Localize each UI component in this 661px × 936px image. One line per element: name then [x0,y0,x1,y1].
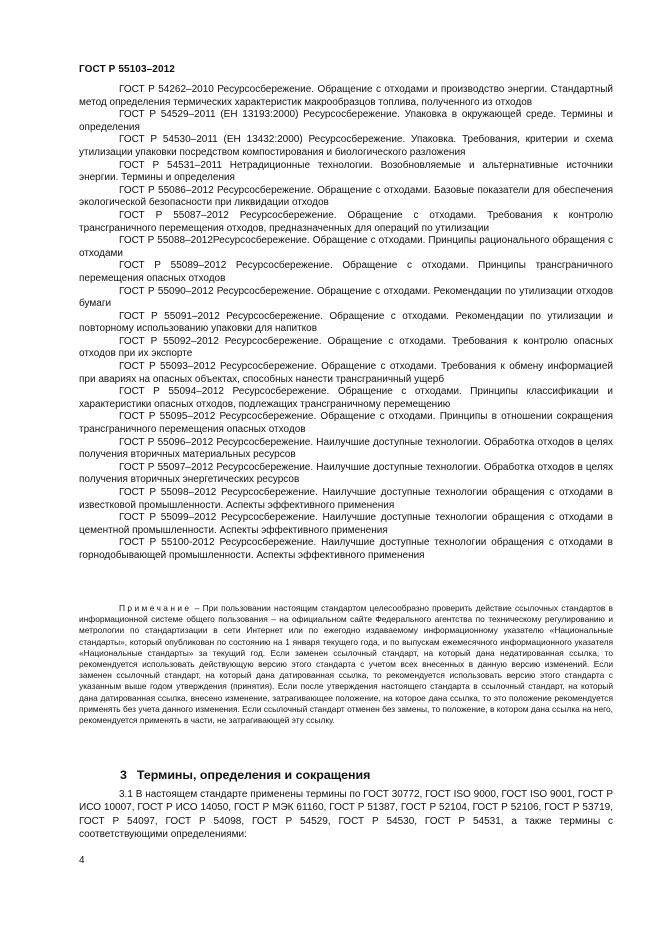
reference-item: ГОСТ Р 55096–2012 Ресурсосбережение. Наилучшие доступные технологии. Обработка отходов в целях получения вторичных материальных ресурсов [79,436,613,461]
reference-item: ГОСТ Р 55098–2012 Ресурсосбережение. Наилучшие доступные технологии обращения с отходами в известковой промышленности. Аспекты эффективного применения [79,487,613,511]
reference-item: ГОСТ Р 55099–2012 Ресурсосбережение. Наилучшие доступные технологии обращения с отходами в цементной промышленности. Аспекты эффективного применения [79,512,613,536]
note-block [79,603,613,726]
body-paragraph: 3.1 В настоящем стандарте применены термины по ГОСТ 30772, ГОСТ ISO 9000, ГОСТ ISO 9001, ГОСТ Р ИСО 10007, ГОСТ Р ИСО 14050, ГОСТ Р МЭК 61160, ГОСТ Р 51387, ГОСТ Р 52104, ГОСТ Р 52106, ГОСТ Р 53719, ГОСТ Р 54097, ГОСТ Р 54098, ГОСТ Р 54529, ГОСТ Р 54530, ГОСТ Р 54531, а также термины с соответствующими определениями: [79,789,613,841]
reference-item: ГОСТ Р 55090–2012 Ресурсосбережение. Обращение с отходами. Рекомендации по утилизации отходов бумаги [79,285,613,310]
reference-item: ГОСТ Р 55093–2012 Ресурсосбережение. Обращение с отходами. Требования к обмену информацией при авариях на опасных объектах, способных нанести трансграничный ущерб [79,361,613,385]
note-label: Примечание [119,603,192,613]
reference-item: ГОСТ Р 55089–2012 Ресурсосбережение. Обращение с отходами. Принципы трансграничного перемещения опасных отходов [79,260,613,284]
reference-item: ГОСТ Р 55088–2012Ресурсосбережение. Обращение с отходами. Принципы рационального обращения с отходами [79,235,613,259]
document-header: ГОСТ Р 55103–2012 [79,64,175,75]
reference-item: ГОСТ Р 55095–2012 Ресурсосбережение. Обращение с отходами. Принципы в отношении сокращения трансграничного перемещения опасных отходов [79,411,613,436]
reference-item: ГОСТ Р 54529–2011 (ЕН 13193:2000) Ресурсосбережение. Упаковка в окружающей среде. Термины и определения [79,109,613,133]
note-text: – При пользовании настоящим стандартом целесообразно проверить действие ссылочных стандартов в информационной системе общего пользования – на официальном сайте Федерального агентства по техническому регулированию и метрологии по стандартизации в сети Интернет или по ежегодно издаваемому информационному указателю «Национальные стандарты», который опубликован по состоянию на 1 января текущего года, и по выпускам ежемесячного информационного указателя «Национальные стандарты» за текущий год. Если заменен ссылочный стандарт, на который дана недатированная ссылка, то рекомендуется использовать действующую версию этого стандарта с учетом всех внесенных в данную версию изменений. Если заменен ссылочный стандарт, на который дана датированная ссылка, то рекомендуется использовать версию этого стандарта с указанным выше годом утверждения (принятия). Если после утверждения настоящего стандарта в ссылочный стандарт, на который дана датированная ссылка, внесено изменение, затрагивающее положение, на которое дана ссылка, то это положение рекомендуется применять без учета данного изменения. Если ссылочный стандарт отменен без замены, то положение, в котором дана ссылка на него, рекомендуется применять в части, не затрагивающей эту ссылку. [79,603,613,726]
reference-item: ГОСТ Р 55091–2012 Ресурсосбережение. Обращение с отходами. Рекомендации по утилизации и повторному использованию упаковки для напитков [79,310,613,335]
reference-item: ГОСТ Р 55092–2012 Ресурсосбережение. Обращение с отходами. Требования к контролю опасных отходов при их экспорте [79,335,613,360]
reference-item: ГОСТ Р 55100-2012 Ресурсосбережение. Наилучшие доступные технологии обращения с отходами в горнодобывающей промышленности. Аспекты эффективного применения [79,537,613,561]
page-number: 4 [79,855,85,866]
section-heading [120,768,370,782]
reference-item: ГОСТ Р 54262–2010 Ресурсосбережение. Обращение с отходами и производство энергии. Стандартный метод определения термических характеристик макрообразцов топлива, полученного из отходов [79,84,613,108]
reference-item: ГОСТ Р 55087–2012 Ресурсосбережение. Обращение с отходами. Требования к контролю трансграничного перемещения отходов, предназначенных для операций по утилизации [79,209,613,234]
reference-item: ГОСТ Р 54530–2011 (ЕН 13432:2000) Ресурсосбережение. Упаковка. Требования, критерии и схема утилизации упаковки посредством компостирования и биологического разложения [79,134,613,158]
reference-item: ГОСТ Р 54531–2011 Нетрадиционные технологии. Возобновляемые и альтернативные источники энергии. Термины и определения [79,159,613,184]
reference-item: ГОСТ Р 55097–2012 Ресурсосбережение. Наилучшие доступные технологии. Обработка отходов в целях получения вторичных энергетических ресурсов [79,461,613,486]
reference-list [79,84,613,563]
section-title: Термины, определения и сокращения [136,768,371,782]
reference-item: ГОСТ Р 55086–2012 Ресурсосбережение. Обращение с отходами. Базовые показатели для обеспечения экологической безопасности при ликвидации отходов [79,184,613,209]
section-number: 3 [120,768,127,782]
reference-item: ГОСТ Р 55094–2012 Ресурсосбережение. Обращение с отходами. Принципы классификации и характеристики опасных отходов, подлежащих трансграничному перемещению [79,386,613,410]
